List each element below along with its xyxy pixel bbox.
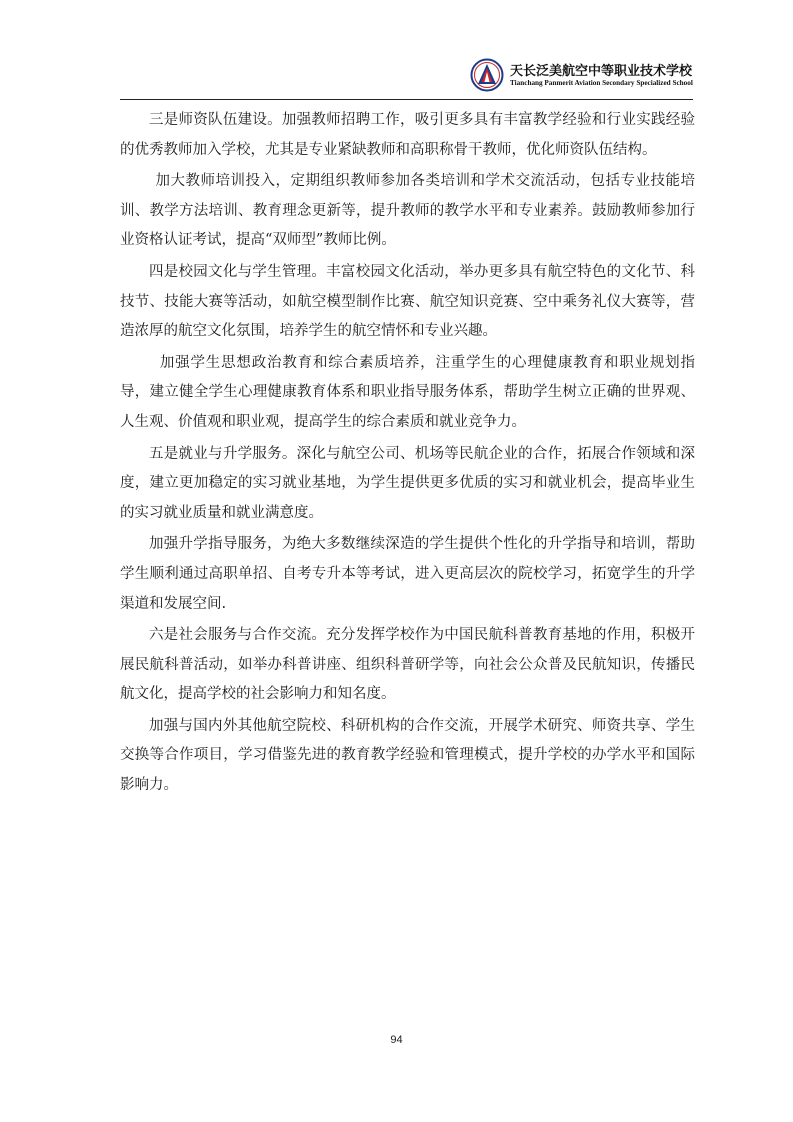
body-text <box>120 106 695 803</box>
paragraph: 三是师资队伍建设。加强教师招聘工作，吸引更多具有丰富教学经验和行业实践经验的优秀教师加入学校，尤其是专业紧缺教师和高职称骨干教师，优化师资队伍结构。 <box>120 112 695 158</box>
paragraph: 四是校园文化与学生管理。丰富校园文化活动，举办更多具有航空特色的文化节、科技节、技能大赛等活动，如航空模型制作比赛、航空知识竞赛、空中乘务礼仪大赛等，营造浓厚的航空文化氛围，培养学生的航空情怀和专业兴趣。 <box>120 263 695 340</box>
paragraph: 加强学生思想政治教育和综合素质培养，注重学生的心理健康教育和职业规划指导，建立健全学生心理健康教育体系和职业指导服务体系，帮助学生树立正确的世界观、人生观、价值观和职业观，提高学生的综合素质和就业竞争力。 <box>120 354 695 430</box>
paragraph: 加强与国内外其他航空院校、科研机构的合作交流，开展学术研究、师资共享、学生交换等合作项目，学习借鉴先进的教育教学经验和管理模式，提升学校的办学水平和国际影响力。 <box>120 717 695 794</box>
school-name-cn: 天长泛美航空中等职业技术学校 <box>510 64 693 79</box>
paragraph: 加大教师培训投入，定期组织教师参加各类培训和学术交流活动，包括专业技能培训、教学方法培训、教育理念更新等，提升教师的教学水平和专业素养。鼓励教师参加行业资格认证考试，提高“双师型”教师比例。 <box>120 173 695 249</box>
paragraph: 六是社会服务与合作交流。充分发挥学校作为中国民航科普教育基地的作用，积极开展民航科普活动，如举办科普讲座、组织科普研学等，向社会公众普及民航知识，传播民航文化，提高学校的社会影响力和知名度。 <box>120 627 695 703</box>
header-divider <box>120 99 693 100</box>
paragraph: 加强升学指导服务，为绝大多数继续深造的学生提供个性化的升学指导和培训，帮助学生顺利通过高职单招、自考专升本等考试，进入更高层次的院校学习，拓宽学生的升学渠道和发展空间. <box>120 536 695 612</box>
page-header <box>120 52 693 100</box>
triangle-aviation-logo-icon <box>470 58 504 92</box>
paragraph: 五是就业与升学服务。深化与航空公司、机场等民航企业的合作，拓展合作领域和深度，建立更加稳定的实习就业基地，为学生提供更多优质的实习和就业机会，提高毕业生的实习就业质量和就业满意度。 <box>120 445 695 521</box>
page-number: 94 <box>390 1034 403 1046</box>
school-name-en: Tianchang Panmerit Aviation Secondary Specialized School <box>510 79 693 87</box>
